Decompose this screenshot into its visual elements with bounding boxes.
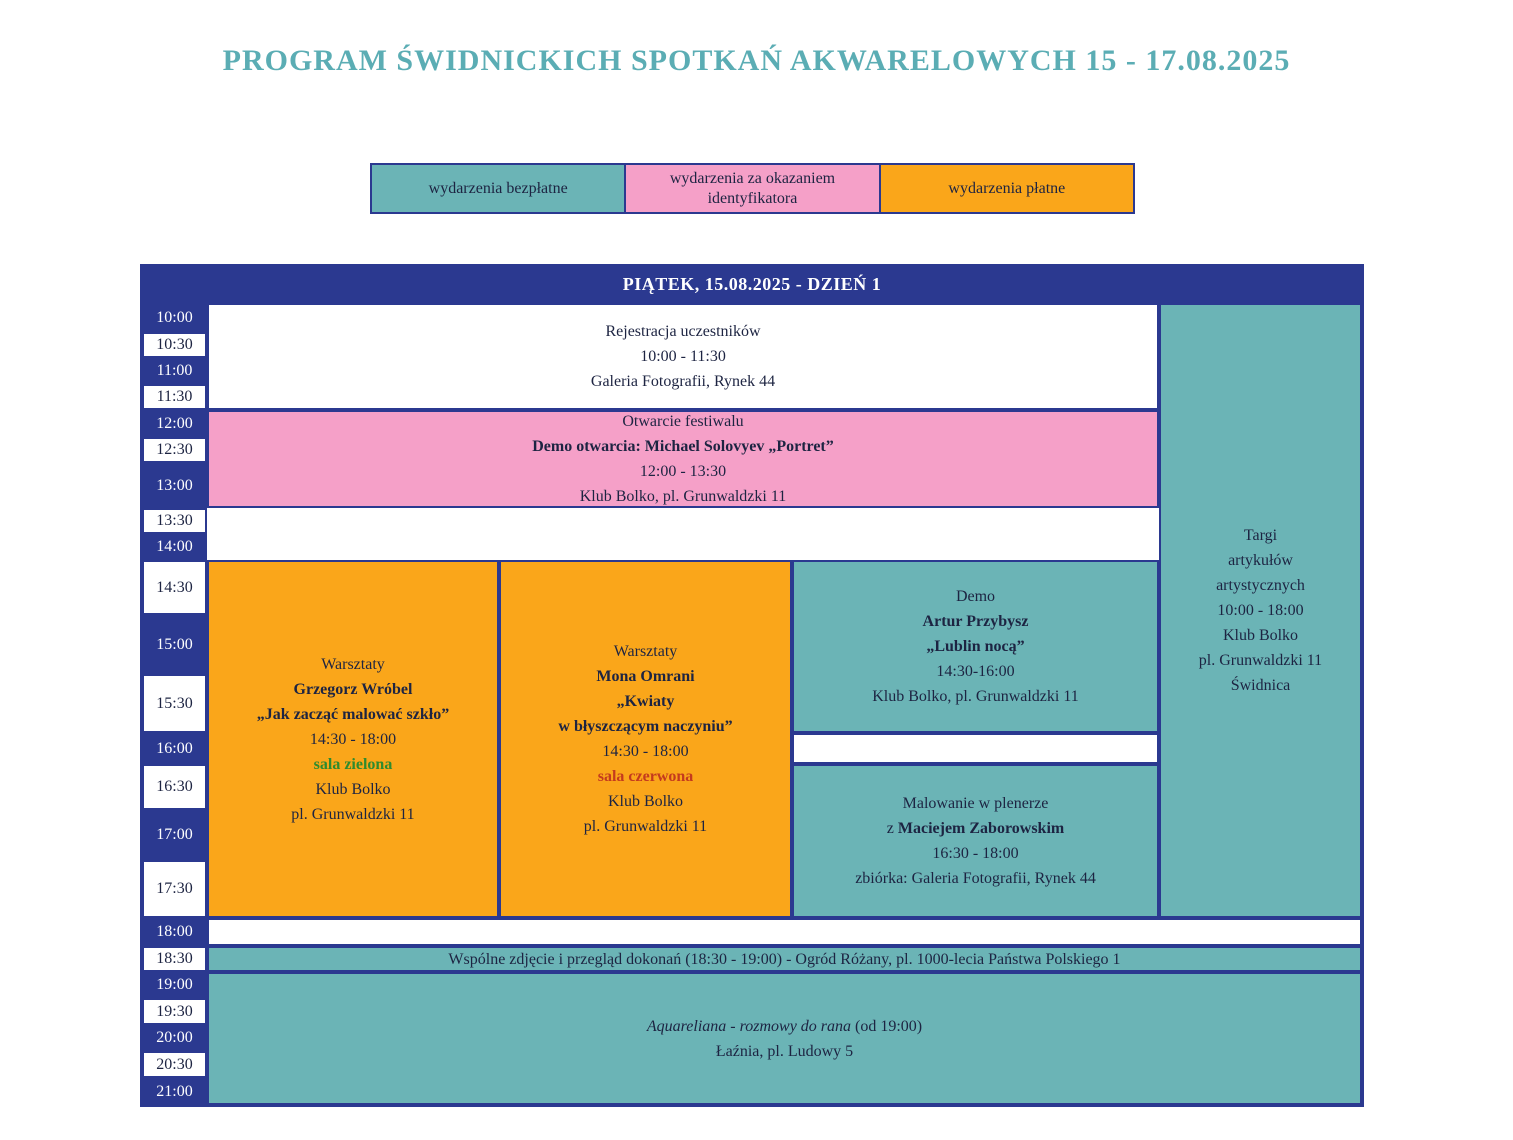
day-header: PIĄTEK, 15.08.2025 - DZIEŃ 1 bbox=[142, 266, 1362, 303]
event-workshop-omrani bbox=[499, 560, 792, 918]
event-title: „Kwiaty bbox=[616, 693, 675, 710]
event-aquareliana bbox=[207, 972, 1362, 1105]
event-demo-przybysz bbox=[792, 560, 1159, 733]
event-time: 16:30 - 18:00 bbox=[932, 845, 1019, 862]
event-time: 10:00 - 11:30 bbox=[640, 348, 726, 365]
event-place: pl. Grunwaldzki 11 bbox=[291, 805, 415, 823]
time-cell: 16:30 bbox=[142, 764, 207, 810]
event-artist: Artur Przybysz bbox=[922, 613, 1029, 630]
page-title: PROGRAM ŚWIDNICKICH SPOTKAŃ AKWARELOWYCH 15 - 17.08.2025 bbox=[222, 44, 1291, 77]
event-artist-line bbox=[887, 816, 1064, 841]
time-cell: 12:30 bbox=[142, 437, 207, 463]
event-title: artystycznych bbox=[1216, 577, 1305, 594]
event-place: Klub Bolko, pl. Grunwaldzki 11 bbox=[872, 688, 1079, 705]
event-opening bbox=[207, 410, 1159, 508]
legend-badge-events bbox=[626, 163, 880, 214]
event-place: Klub Bolko bbox=[315, 780, 391, 798]
event-place: zbiórka: Galeria Fotografii, Rynek 44 bbox=[855, 870, 1096, 887]
event-time: 10:00 - 18:00 bbox=[1217, 602, 1304, 619]
empty-slot bbox=[207, 918, 1362, 946]
event-title: Rejestracja uczestników bbox=[605, 323, 761, 340]
time-cell: 11:30 bbox=[142, 384, 207, 410]
event-plein-air bbox=[792, 764, 1159, 918]
event-text: Wspólne zdjęcie i przegląd dokonań (18:30 - 19:00) - Ogród Różany, pl. 1000-lecia Państwa Polskiego 1 bbox=[448, 950, 1121, 968]
time-cell: 16:00 bbox=[142, 733, 207, 764]
event-place: Świdnica bbox=[1230, 677, 1291, 694]
event-demo-title: Demo otwarcia: Michael Solovyev „Portret” bbox=[532, 438, 834, 455]
event-kind: Demo bbox=[955, 588, 996, 605]
event-title: Malowanie w plenerze bbox=[902, 795, 1049, 812]
legend-paid-events bbox=[881, 163, 1135, 214]
event-artist: Mona Omrani bbox=[596, 668, 695, 685]
event-kind: Warsztaty bbox=[613, 643, 678, 660]
event-group-photo bbox=[207, 946, 1362, 972]
time-cell: 15:30 bbox=[142, 674, 207, 733]
event-title: Aquareliana - rozmowy do rana bbox=[646, 1017, 852, 1035]
time-cell: 13:30 bbox=[142, 508, 207, 534]
legend bbox=[370, 163, 1135, 214]
time-cell: 20:30 bbox=[142, 1051, 207, 1078]
event-title: „Lublin nocą” bbox=[926, 638, 1025, 655]
legend-free-label: wydarzenia bezpłatne bbox=[428, 179, 568, 197]
time-cell: 18:00 bbox=[142, 918, 207, 946]
time-cell: 13:00 bbox=[142, 463, 207, 508]
time-cell: 14:00 bbox=[142, 534, 207, 560]
time-cell: 10:00 bbox=[142, 303, 207, 332]
event-place: pl. Grunwaldzki 11 bbox=[583, 818, 708, 835]
empty-slot bbox=[792, 733, 1159, 764]
event-time: 14:30 - 18:00 bbox=[309, 730, 397, 748]
time-cell: 19:00 bbox=[142, 972, 207, 998]
time-cell: 21:00 bbox=[142, 1078, 207, 1105]
time-cell: 19:30 bbox=[142, 998, 207, 1025]
event-title: artykułów bbox=[1228, 552, 1293, 569]
event-time: 12:00 - 13:30 bbox=[639, 463, 727, 480]
time-cell: 14:30 bbox=[142, 560, 207, 615]
event-place: pl. Grunwaldzki 11 bbox=[1198, 652, 1323, 669]
event-title: Otwarcie festiwalu bbox=[622, 413, 744, 430]
time-cell: 12:00 bbox=[142, 410, 207, 437]
event-time: 14:30 - 18:00 bbox=[602, 743, 689, 760]
event-kind: Warsztaty bbox=[321, 655, 385, 673]
event-title: w błyszczącym naczyniu” bbox=[558, 718, 733, 735]
event-with-prefix: z bbox=[886, 820, 898, 837]
event-artist: Maciejem Zaborowskim bbox=[897, 820, 1065, 837]
schedule-table bbox=[140, 264, 1364, 1107]
event-registration bbox=[207, 303, 1159, 410]
event-room: sala zielona bbox=[313, 755, 393, 773]
time-cell: 10:30 bbox=[142, 332, 207, 358]
event-place: Klub Bolko bbox=[1222, 627, 1299, 644]
time-cell: 17:00 bbox=[142, 810, 207, 860]
event-title-line bbox=[647, 1014, 922, 1039]
event-artist: Grzegorz Wróbel bbox=[293, 680, 413, 698]
time-cell: 17:30 bbox=[142, 860, 207, 918]
time-cell: 15:00 bbox=[142, 615, 207, 674]
time-cell: 11:00 bbox=[142, 358, 207, 384]
legend-paid-label: wydarzenia płatne bbox=[948, 179, 1066, 197]
legend-free-events bbox=[370, 163, 626, 214]
event-title: Targi bbox=[1243, 527, 1278, 544]
event-title: „Jak zacząć malować szkło” bbox=[256, 705, 450, 723]
event-place: Klub Bolko bbox=[607, 793, 684, 810]
event-time: (od 19:00) bbox=[851, 1017, 923, 1035]
event-workshop-wrobel bbox=[207, 560, 499, 918]
event-place: Galeria Fotografii, Rynek 44 bbox=[590, 373, 776, 390]
event-room: sala czerwona bbox=[597, 768, 694, 785]
legend-badge-label: wydarzenia za okazaniem identyfikatora bbox=[669, 169, 836, 207]
time-cell: 18:30 bbox=[142, 946, 207, 972]
time-cell: 20:00 bbox=[142, 1025, 207, 1051]
event-time: 14:30-16:00 bbox=[936, 663, 1015, 680]
event-art-fair bbox=[1159, 303, 1362, 918]
event-place: Łaźnia, pl. Ludowy 5 bbox=[715, 1042, 854, 1060]
event-place: Klub Bolko, pl. Grunwaldzki 11 bbox=[579, 488, 787, 505]
